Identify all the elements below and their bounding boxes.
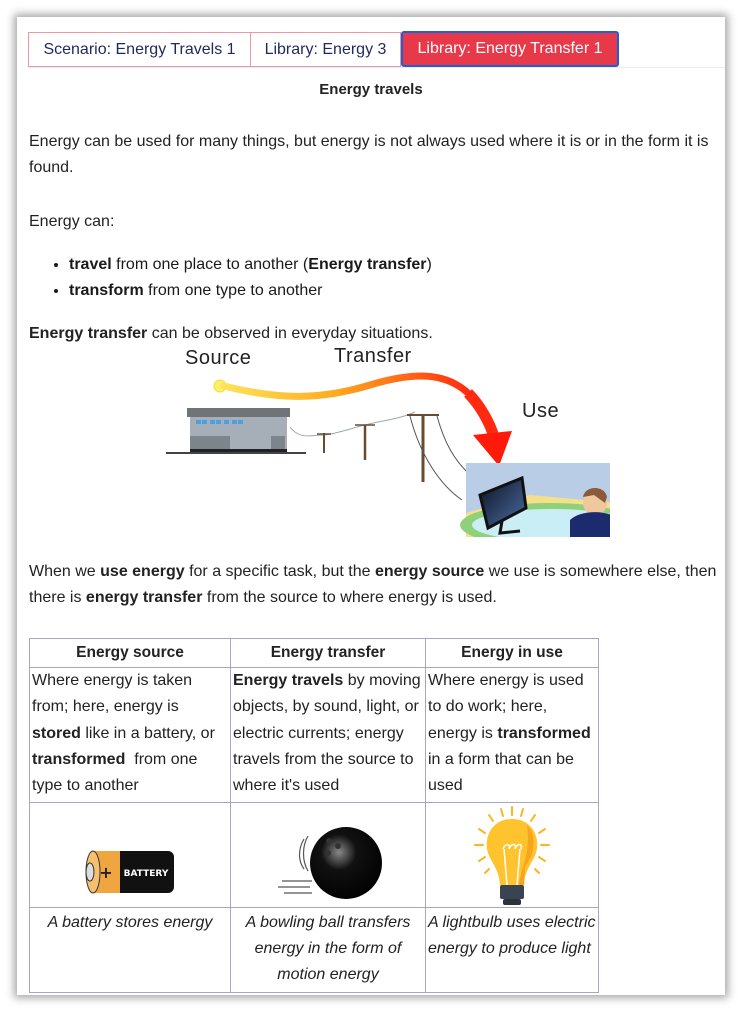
cell-text: from one type to another (32, 750, 202, 795)
bold-term: stored (32, 724, 81, 742)
paragraph-text: from the source to where energy is used. (202, 589, 497, 606)
tab-library-energy-transfer-1[interactable]: Library: Energy Transfer 1 (401, 31, 619, 67)
list-item (69, 252, 432, 278)
tab-bar (28, 32, 725, 67)
lightbulb-caption: A lightbulb uses electric energy to produce light (426, 908, 599, 993)
cell-text: like in a battery, or (80, 724, 215, 742)
bold-term: energy source (374, 563, 485, 580)
energy-table (29, 638, 599, 993)
source-label: Source (185, 347, 252, 369)
list-text: ) (426, 256, 432, 273)
list-text: from one type to another (143, 282, 323, 299)
tab-scenario-energy-travels-1[interactable]: Scenario: Energy Travels 1 (28, 32, 250, 67)
source-description (30, 668, 231, 803)
transfer-description (231, 668, 426, 803)
power-station-icon (166, 408, 306, 454)
column-header-energy-in-use: Energy in use (426, 639, 599, 668)
paragraph-text: for a specific task, but the (184, 563, 375, 580)
bold-term: Energy transfer (308, 256, 427, 273)
bowling-ball-icon (268, 821, 388, 901)
table-row (30, 908, 599, 993)
list-text: from one place to another ( (111, 256, 309, 273)
bold-term: Energy travels (233, 672, 344, 689)
bold-term: use energy (100, 563, 185, 580)
list-item (69, 278, 432, 304)
arrow-head-icon (473, 431, 512, 466)
bold-term: Energy transfer (29, 325, 148, 342)
svg-text:+: + (99, 863, 113, 882)
transfer-label: Transfer (334, 345, 412, 367)
cell-text: Where energy is used to do work; here, energy is (428, 672, 584, 742)
column-header-energy-source: Energy source (30, 639, 231, 668)
use-label: Use (522, 400, 560, 422)
page-title: Energy travels (319, 81, 423, 98)
battery-label: BATTERY (123, 869, 169, 879)
battery-caption: A battery stores energy (30, 908, 231, 993)
bold-term: transformed (32, 750, 126, 768)
cell-text: in a form that can be used (428, 750, 574, 795)
intro-paragraph: Energy can be used for many things, but energy is not always used where it is or in the form it is found. (29, 133, 709, 176)
table-row (30, 668, 599, 803)
observed-paragraph (29, 321, 433, 347)
paragraph-text: can be observed in everyday situations. (147, 325, 433, 342)
use-energy-paragraph (29, 559, 719, 611)
bold-term: travel (69, 256, 112, 273)
paragraph-text: When we (29, 563, 101, 580)
tv-viewer-scene-icon (460, 463, 610, 537)
bowling-ball-caption: A bowling ball transfers energy in the form of motion energy (231, 908, 426, 993)
cell-text: by moving objects, by sound, light, or electric currents; energy travels from the source to where it's used (233, 672, 421, 795)
content-card (17, 17, 725, 995)
bowling-ball-image-cell (231, 803, 426, 908)
cell-text: Where energy is taken from; here, energy is (32, 672, 193, 716)
table-header-row (30, 639, 599, 668)
energy-transfer-diagram (150, 345, 610, 537)
transfer-arrow (224, 376, 470, 396)
bold-term: transform (69, 282, 144, 299)
paragraph-text: we use is somewhere else, then there is (29, 563, 717, 606)
tab-library-energy-3[interactable]: Library: Energy 3 (250, 32, 401, 67)
lightbulb-image-cell (426, 803, 599, 908)
energy-can-list (29, 252, 432, 304)
column-header-energy-transfer: Energy transfer (231, 639, 426, 668)
table-row (30, 803, 599, 908)
use-description (426, 668, 599, 803)
lightbulb-icon (467, 805, 557, 907)
energy-can-label: Energy can: (29, 213, 115, 230)
bold-term: energy transfer (85, 589, 203, 606)
bold-term: transformed (497, 724, 591, 742)
power-poles-icon (290, 412, 468, 500)
battery-icon (80, 841, 180, 901)
diagram-graphic (150, 345, 610, 537)
battery-image-cell (30, 803, 231, 908)
